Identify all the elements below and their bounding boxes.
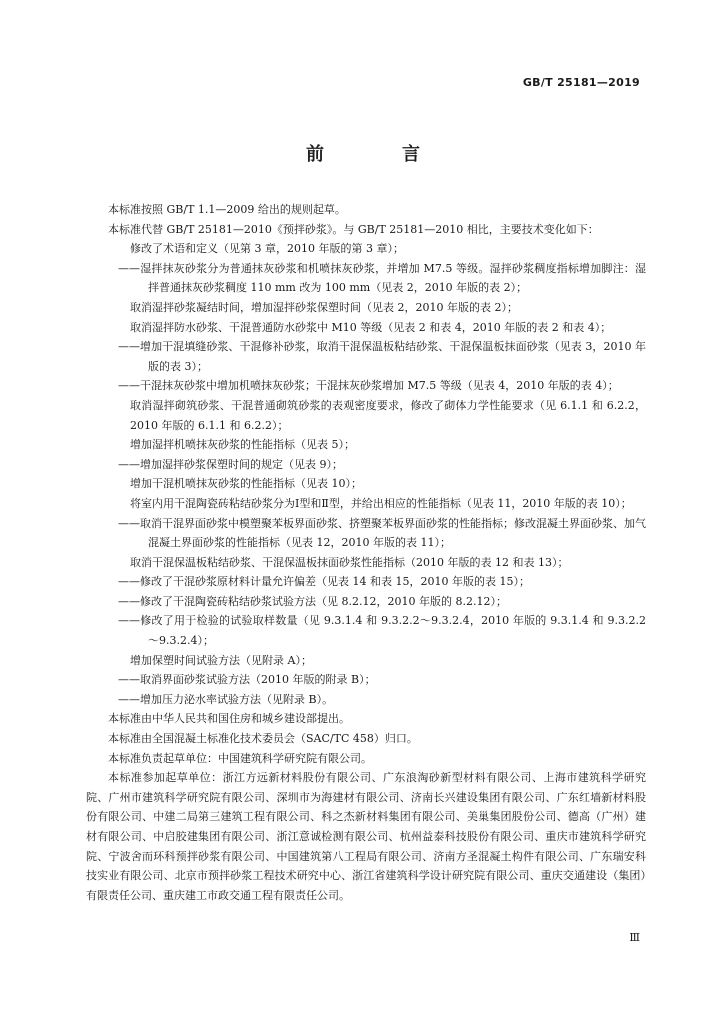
change-item: ——增加压力泌水率试验方法（见附录 B）。 [118,692,334,706]
change-item: 增加干混机喷抹灰砂浆的性能指标（见表 10）； [130,477,362,491]
change-item: 修改了术语和定义（见第 3 章，2010 年版的第 3 章）； [130,242,404,256]
change-item: ——增加湿拌砂浆保塑时间的规定（见表 9）； [118,457,343,471]
change-item: 取消湿拌砌筑砂浆、干混普通砌筑砂浆的表观密度要求，修改了砌体力学性能要求（见 6.1.1 和 6.2.2，2010 年版的 6.1.1 和 6.2.2）； [130,398,646,432]
paragraph: 本标准由全国混凝土标准化技术委员会（SAC/TC 458）归口。 [108,732,418,746]
change-item: 将室内用干混陶瓷砖粘结砂浆分为Ⅰ型和Ⅱ型，并给出相应的性能指标（见表 11，2010 年版的表 10）； [130,496,632,510]
change-item: ——湿拌抹灰砂浆分为普通抹灰砂浆和机喷抹灰砂浆，并增加 M7.5 等级。湿拌砂浆稠度指标增加脚注：湿拌普通抹灰砂浆稠度 110 mm 改为 100 mm（见表 2，2010 年版的表 2）； [118,261,646,295]
change-item: 取消湿拌砂浆凝结时间，增加湿拌砂浆保塑时间（见表 2，2010 年版的表 2）； [130,300,518,314]
preface-body [86,200,646,905]
standard-code: GB/T 25181—2019 [522,76,640,89]
change-item: 增加湿拌机喷抹灰砂浆的性能指标（见表 5）； [130,438,355,452]
change-item: ——取消界面砂浆试验方法（2010 年版的附录 B）； [118,673,376,687]
change-item: ——增加干混填缝砂浆、干混修补砂浆，取消干混保温板粘结砂浆、干混保温板抹面砂浆（见表 3，2010 年版的表 3）； [118,340,646,373]
paragraph: 本标准参加起草单位：浙江方远新材料股份有限公司、广东浪淘砂新型材料有限公司、上海市建筑科学研究院、广州市建筑科学研究院有限公司、深圳市为海建材有限公司、济南长兴建设集团有限公司、广东红墙新材料股份有限公司、中建二局第三建筑工程有限公司、科之杰新材料集团有限公司、美巢集团股份公司、德高（广州）建材有限公司、中启胶建集团有限公司、浙江意诚检测有限公司、杭州益泰科技股份有限公司、重庆市建筑科学研究院、宁波舍而环科预拌砂浆有限公司、中国建筑第八工程局有限公司、济南方圣混凝土构件有限公司、广东瑞安科技实业有限公司、北京市预拌砂浆工程技术研究中心、浙江省建筑科学设计研究院有限公司、重庆交通建设（集团）有限责任公司、重庆建工市政交通工程有限责任公司。 [86,771,646,902]
page-number: Ⅲ [629,931,640,944]
change-item: ——修改了干混砂浆原材料计量允许偏差（见表 14 和表 15，2010 年版的表 15）； [118,575,530,589]
paragraph: 本标准代替 GB/T 25181—2010《预拌砂浆》。与 GB/T 25181—2010 相比，主要技术变化如下： [108,222,599,236]
page-title: 前 言 [306,144,450,165]
change-item: ——干混抹灰砂浆中增加机喷抹灰砂浆；干混抹灰砂浆增加 M7.5 等级（见表 4，2010 年版的表 4）； [118,379,619,393]
change-item: ——修改了用于检验的试验取样数量（见 9.3.1.4 和 9.3.2.2～9.3.2.4，2010 年版的 9.3.1.4 和 9.3.2.2～9.3.2.4）； [118,614,646,648]
paragraph: 本标准由中华人民共和国住房和城乡建设部提出。 [108,712,350,726]
change-item: 取消湿拌防水砂浆、干混普通防水砂浆中 M10 等级（见表 2 和表 4，2010 年版的表 2 和表 4）； [130,320,612,334]
paragraph: 本标准负责起草单位：中国建筑科学研究院有限公司。 [108,751,372,765]
paragraph: 本标准按照 GB/T 1.1—2009 给出的规则起草。 [108,203,346,216]
change-item: 取消干混保温板粘结砂浆、干混保温板抹面砂浆性能指标（2010 年版的表 12 和表 13）； [130,555,569,569]
change-item: 增加保塑时间试验方法（见附录 A）； [130,653,312,667]
change-item: ——修改了干混陶瓷砖粘结砂浆试验方法（见 8.2.12，2010 年版的 8.2.12）； [118,594,507,608]
change-item: ——取消干混界面砂浆中模塑聚苯板界面砂浆、挤塑聚苯板界面砂浆的性能指标；修改混凝土界面砂浆、加气混凝土界面砂浆的性能指标（见表 12，2010 年版的表 11）； [118,516,646,550]
